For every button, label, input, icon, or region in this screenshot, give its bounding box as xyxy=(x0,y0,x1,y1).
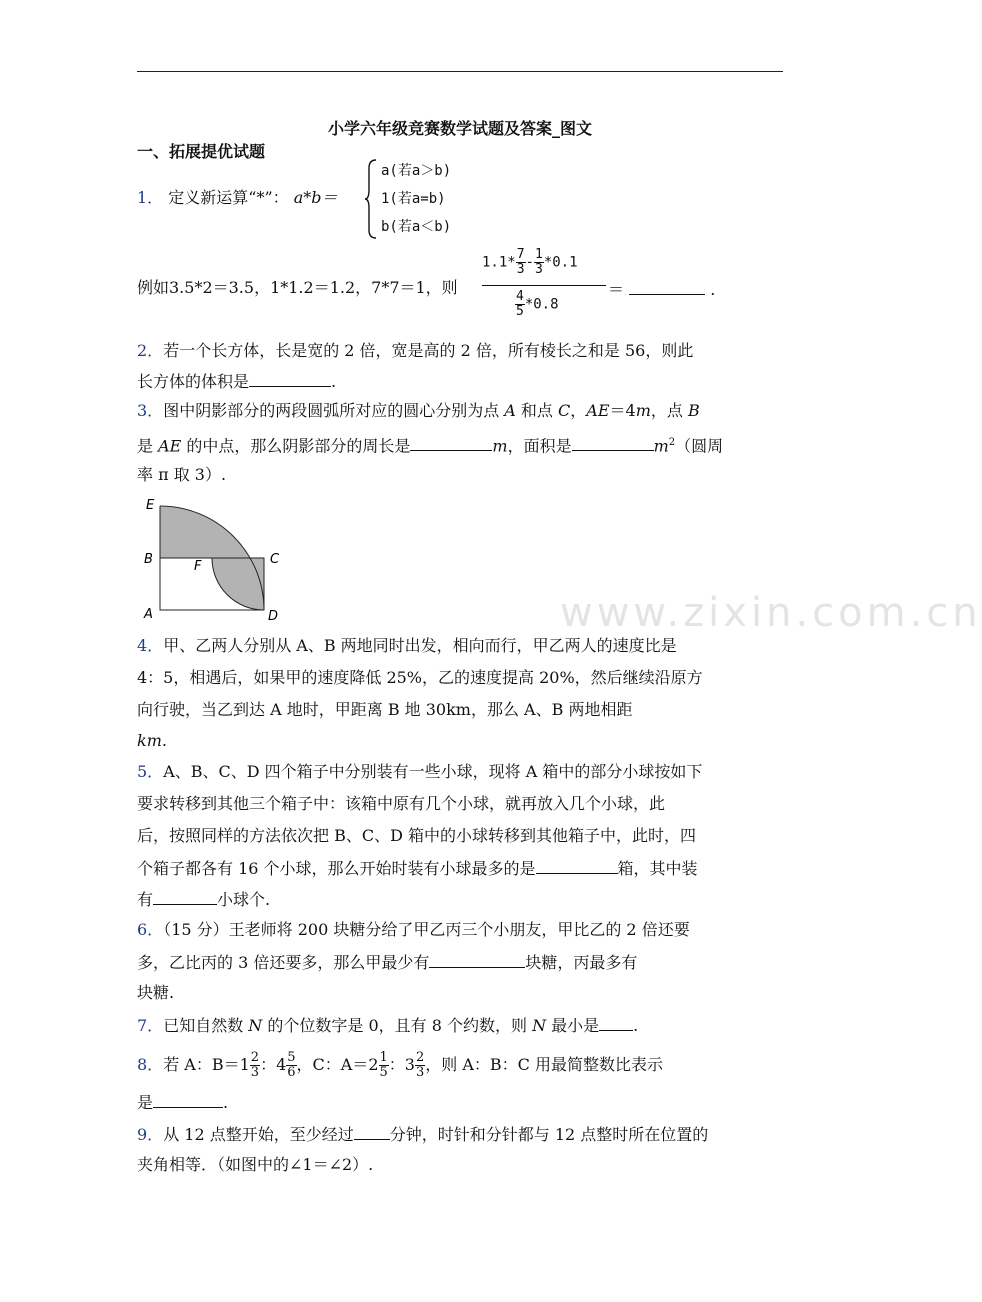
q7-text-c: 最小是 xyxy=(546,1016,600,1035)
q3-point-c: C xyxy=(558,401,571,420)
q1-frac-1-3: $\frac{1}{3}$ xyxy=(534,247,543,277)
q8-number: 8． xyxy=(137,1055,164,1074)
q7-text-a: 已知自然数 xyxy=(163,1016,249,1035)
q1-number: 1． xyxy=(137,188,164,207)
q5-line5b: 小球个. xyxy=(217,890,271,909)
q8-t1: 若 A：B＝1 xyxy=(163,1055,250,1074)
q3-ae: AE xyxy=(586,401,610,420)
q5-box-blank xyxy=(536,857,618,874)
q3-text-c: ， xyxy=(570,401,587,420)
q1-example: 例如3.5*2＝3.5，1*1.2＝1.2，7*7＝1，则 xyxy=(137,278,458,297)
q9-line1b: 分钟，时针和分针都与 12 点整时所在位置的 xyxy=(389,1125,709,1144)
q1-frac-4-5: $\frac{4}{5}$ xyxy=(516,289,524,319)
q3-line2d: （圆周 xyxy=(675,436,724,456)
q1-fraction-bar xyxy=(482,285,606,286)
q5-line4a: 个箱子都各有 16 个小球，那么开始时装有小球最多的是 xyxy=(137,859,536,878)
q1-numerator: 1.1* $\frac{7}{3}$ - $\frac{1}{3}$ *0.1 xyxy=(482,247,578,277)
q4-line3: 向行驶，当乙到达 A 地时，甲距离 B 地 30km，那么 A、B 两地相距 xyxy=(137,700,633,719)
fig-label-a: A xyxy=(144,607,153,622)
q4-line1: 甲、乙两人分别从 A、B 两地同时出发，相向而行，甲乙两人的速度比是 xyxy=(163,636,677,655)
watermark: www.zixin.com.cn xyxy=(560,590,982,636)
q2-end: . xyxy=(331,372,337,391)
q6-number: 6． xyxy=(137,920,164,939)
q3-line2a: 是 xyxy=(137,436,159,456)
q5-line2: 要求转移到其他三个箱子中：该箱中原有几个小球，就再放入几个小球，此 xyxy=(137,794,666,813)
q4-number: 4． xyxy=(137,636,164,655)
q3-ae-2: AE xyxy=(158,436,182,456)
q9-line2: 夹角相等．（如图中的∠1＝∠2）. xyxy=(137,1155,374,1174)
q2-number: 2． xyxy=(137,341,164,360)
q1-case-2: 1(若a=b) xyxy=(381,191,446,207)
q3-unit-m-3: m xyxy=(653,436,669,456)
q4-line4: km. xyxy=(137,731,167,750)
q5-line3: 后，按照同样的方法依次把 B、C、D 箱中的小球转移到其他箱子中，此时，四 xyxy=(137,826,697,845)
fig-label-e: E xyxy=(146,498,155,513)
q1-equals: ＝ xyxy=(608,280,625,299)
q7-n: N xyxy=(248,1016,263,1035)
q1-brace xyxy=(364,158,378,240)
q2-answer-blank xyxy=(249,370,331,387)
q7-answer-blank xyxy=(599,1014,633,1031)
q6-line3: 块糖. xyxy=(137,983,175,1002)
q6-jia-blank xyxy=(429,951,525,968)
fig-label-b: B xyxy=(144,552,153,567)
q5-line1: A、B、C、D 四个箱子中分别装有一些小球，现将 A 箱中的部分小球按如下 xyxy=(163,762,703,781)
q8-frac-2: $\frac{5}{6}$ xyxy=(287,1050,296,1080)
q1-frac-7-3: $\frac{7}{3}$ xyxy=(516,247,525,277)
q1-case-3: b(若a＜b) xyxy=(381,219,452,235)
q3-unit-m: m xyxy=(635,401,651,420)
q4-line2: 4：5，相遇后，如果甲的速度降低 25%，乙的速度提高 20%，然后继续沿原方 xyxy=(137,668,703,687)
q3-text-e: ，点 xyxy=(650,401,688,420)
q5-line4b: 箱，其中装 xyxy=(617,859,698,878)
q8-t4: ：3 xyxy=(388,1055,415,1074)
q3-number: 3． xyxy=(137,401,164,420)
q3-area-blank xyxy=(572,434,654,451)
fig-label-f: F xyxy=(194,559,202,574)
q3-perimeter-blank xyxy=(410,434,492,451)
q1-text: 定义新运算“*”： xyxy=(168,188,289,207)
q2-line2: 长方体的体积是 xyxy=(137,372,250,391)
q6-line1: （15 分）王老师将 200 块糖分给了甲乙丙三个小朋友，甲比乙的 2 倍还要 xyxy=(163,920,690,939)
q8-answer-blank xyxy=(153,1091,223,1108)
q2-line1: 若一个长方体，长是宽的 2 倍，宽是高的 2 倍，所有棱长之和是 56，则此 xyxy=(163,341,694,360)
q8-line2a: 是 xyxy=(137,1093,154,1112)
q3-line2b: 的中点，那么阴影部分的周长是 xyxy=(181,436,411,456)
fig-label-c: C xyxy=(270,552,280,567)
q3-point-a: A xyxy=(504,401,516,420)
q6-line2a: 多，乙比丙的 3 倍还要多，那么甲最少有 xyxy=(137,953,430,972)
q1-expr: a*b＝ xyxy=(293,188,338,207)
q8-frac-4: $\frac{2}{3}$ xyxy=(415,1050,425,1080)
q9-answer-blank xyxy=(354,1123,390,1140)
q7-end: . xyxy=(633,1016,639,1035)
q1-denominator: $\frac{4}{5}$ *0.8 xyxy=(516,289,559,319)
q3-text-d: ＝4 xyxy=(609,401,636,420)
q5-line5a: 有 xyxy=(137,890,154,909)
q3-sup: 2 xyxy=(668,437,676,448)
q3-text-b: 和点 xyxy=(515,401,559,420)
q1-case-1: a(若a＞b) xyxy=(381,163,452,179)
q7-n-2: N xyxy=(532,1016,547,1035)
q6-line2b: 块糖，丙最多有 xyxy=(525,953,638,972)
q3-line3: 率 π 取 3）. xyxy=(137,465,227,484)
q7-text-b: 的个位数字是 0，且有 8 个约数，则 xyxy=(262,1016,533,1035)
q1-answer-blank xyxy=(629,278,705,295)
q3-unit-m-2: m xyxy=(492,436,508,456)
header-rule xyxy=(137,71,783,72)
page-title: 小学六年级竞赛数学试题及答案_图文 xyxy=(327,119,592,138)
q5-count-blank xyxy=(153,888,217,905)
q3-text: 图中阴影部分的两段圆弧所对应的圆心分别为点 xyxy=(163,401,505,420)
q8-frac-1: $\frac{2}{3}$ xyxy=(250,1050,260,1080)
q1-end: . xyxy=(710,280,716,299)
q8-end: . xyxy=(223,1093,229,1112)
q3-point-b: B xyxy=(687,401,700,420)
q9-line1a: 从 12 点整开始，至少经过 xyxy=(163,1125,354,1144)
q8-t5: ，则 A：B：C 用最简整数比表示 xyxy=(425,1055,663,1074)
q7-number: 7． xyxy=(137,1016,164,1035)
q8-frac-3: $\frac{1}{5}$ xyxy=(379,1050,388,1080)
q8-t3: ，C：A＝2 xyxy=(296,1055,379,1074)
q3-line2c: ，面积是 xyxy=(507,436,572,456)
q5-number: 5． xyxy=(137,762,164,781)
q3-figure xyxy=(140,492,290,624)
q9-number: 9． xyxy=(137,1125,164,1144)
q8-t2: ：4 xyxy=(260,1055,287,1074)
fig-label-d: D xyxy=(268,609,279,624)
section-title: 一、拓展提优试题 xyxy=(137,142,266,161)
